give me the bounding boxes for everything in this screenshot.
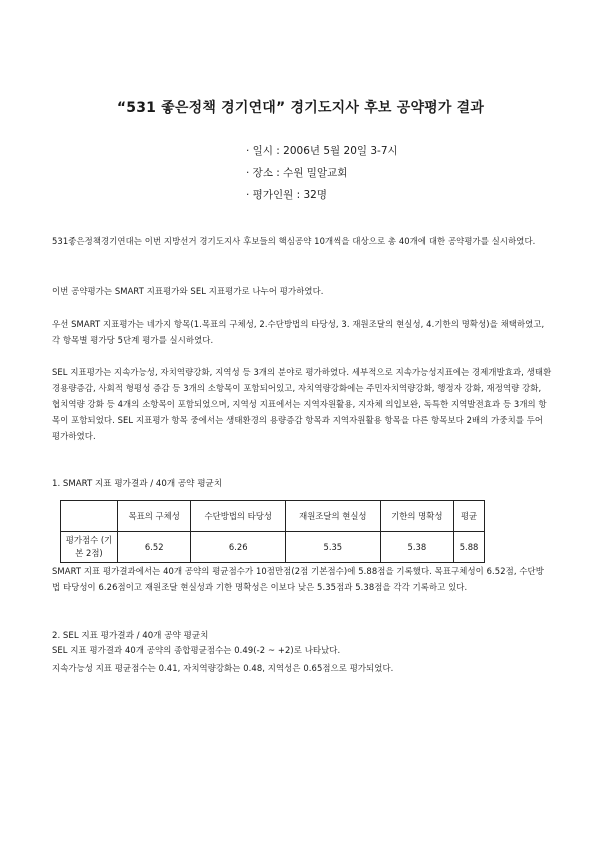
paragraph-sel: SEL 지표평가는 지속가능성, 자치역량강화, 지역성 등 3개의 분야로 평가하였다. 세부적으로 지속가능성지표에는 경제개발효과, 생태환경용량증감, 사회적 형평성 증감 등 3개의 소항목이 포함되어있고, 자치역량강화에는 주민자치역량강화, 행정자 강화, 재정역량 강화, 협치역량 강화 등 4개의 소항목이 포함되었으며, 지역성 지표에서는 지역자원활용, 지자체 의입보완, 독특한 지역발전효과 등 3개의 항목이 포함되었다. SEL 지표평가 항목 중에서는 생태환경의 용량증감 항목과 지역자원활용 항목을 다른 항목보다 2배의 가중치를 두어 평가하였다. (52, 367, 552, 441)
column-header: 수단방법의 타당성 (191, 501, 286, 532)
paragraph-smart: 우선 SMART 지표평가는 네가지 항목(1.목표의 구체성, 2.수단방법의 타당성, 3. 재원조달의 현실성, 4.기한의 명확성)을 채택하였고, 각 항목별 평가당 5단계 평가를 실시하였다. (52, 319, 545, 345)
section-1-heading: 1. SMART 지표 평가결과 / 40개 공약 평균치 (52, 479, 223, 489)
table-corner-cell (61, 501, 118, 532)
paragraph-intro: 531좋은정책경기연대는 이번 지방선거 경기도지사 후보들의 핵심공약 10개씩을 대상으로 총 40개에 대한 공약평가를 실시하였다. (52, 236, 536, 246)
section-2-heading: 2. SEL 지표 평가결과 / 40개 공약 평균치 (52, 631, 209, 641)
paragraph-smart-results: SMART 지표 평가결과에서는 40개 공약의 평균점수가 10점만점(2점 기본점수)에 5.88점을 기록했다. 목표구체성이 6.52점, 수단방법 타당성이 6.26점이고 재원조달 현실성과 기한 명확성은 이보다 낮은 5.35점과 5.38점을 각각 기록하고 있다. (52, 566, 544, 592)
meta-place: · 장소 : 수원 밀알교회 (246, 167, 348, 179)
table-cell: 5.35 (286, 532, 381, 563)
table-cell: 5.88 (454, 532, 485, 563)
row-label: 평가점수 (기본 2점) (61, 532, 118, 563)
column-header: 목표의 구체성 (118, 501, 191, 532)
table-header-row (61, 501, 485, 532)
paragraph-sel-detail: 지속가능성 지표 평균점수는 0.41, 자치역량강화는 0.48, 지역성은 0.65점으로 평가되었다. (52, 663, 394, 673)
document-title: “531 좋은정책 경기연대” 경기도지사 후보 공약평가 결과 (116, 100, 485, 116)
smart-results-table (60, 500, 485, 563)
column-header: 기한의 명확성 (380, 501, 453, 532)
table-row (61, 532, 485, 563)
table-cell: 6.52 (118, 532, 191, 563)
table-cell: 6.26 (191, 532, 286, 563)
column-header: 평균 (454, 501, 485, 532)
table-cell: 5.38 (380, 532, 453, 563)
meta-date: · 일시 : 2006년 5월 20일 3-7시 (246, 145, 398, 157)
meta-members: · 평가인원 : 32명 (246, 189, 327, 201)
meta-block (246, 140, 398, 206)
column-header: 재원조달의 현실성 (286, 501, 381, 532)
paragraph-sel-results: SEL 지표 평가결과 40개 공약의 종합평균점수는 0.49(-2 ~ +2)로 나타났다. (52, 645, 341, 655)
paragraph-method: 이번 공약평가는 SMART 지표평가와 SEL 지표평가로 나누어 평가하였다. (52, 286, 324, 296)
